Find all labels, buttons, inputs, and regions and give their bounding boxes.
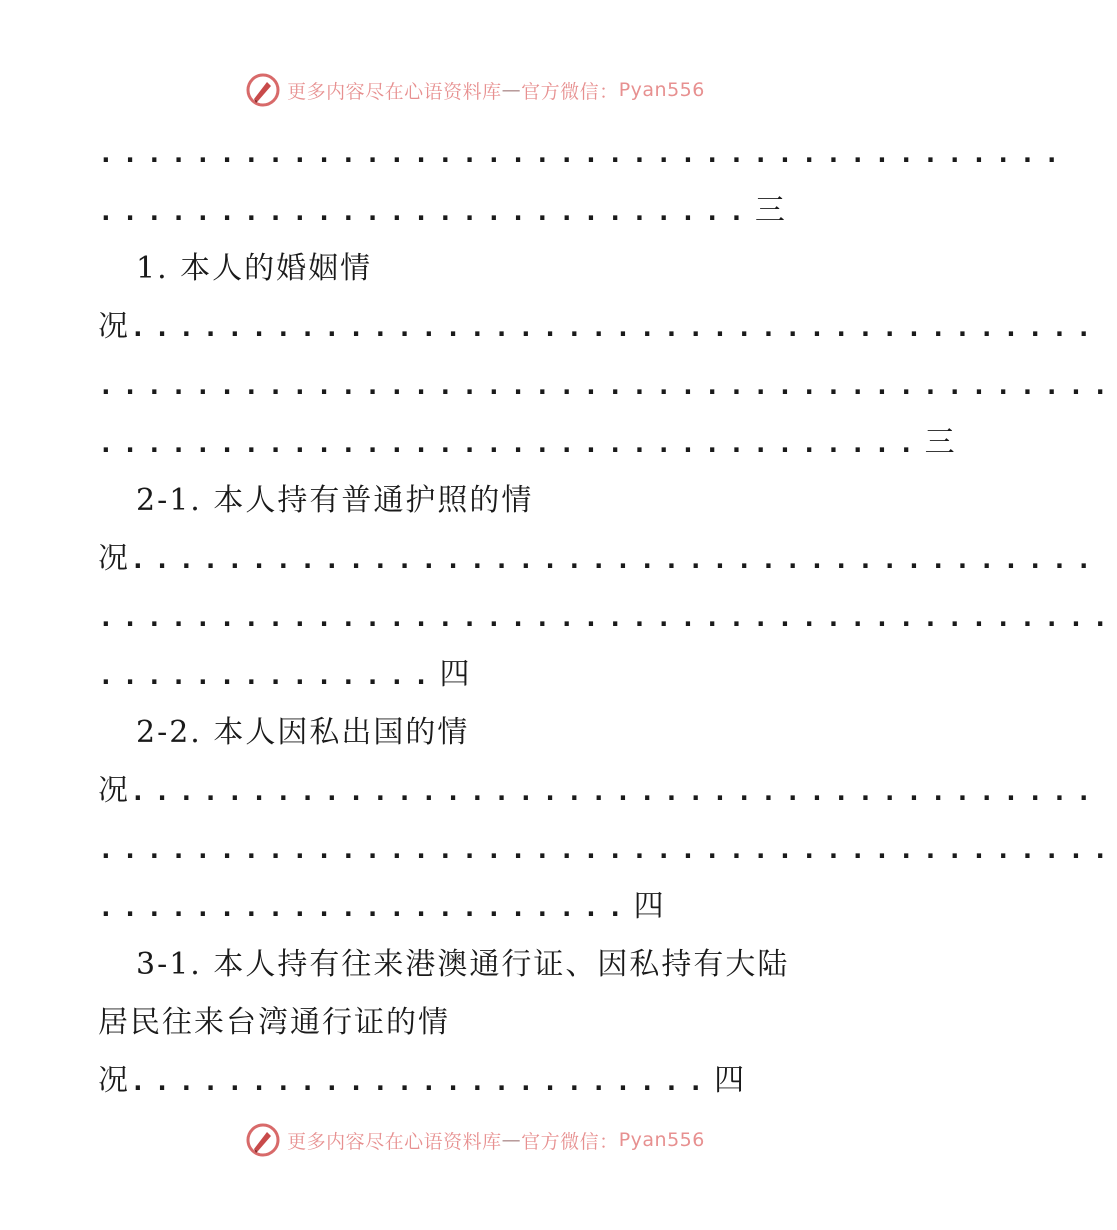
table-of-contents [98,124,1117,1110]
watermark-footer [0,1118,950,1162]
toc-entry-3-cont: 况 [98,773,130,808]
toc-entry-2-line-4 [98,646,843,704]
watermark-account: Pyan556 [618,1129,705,1151]
leader-dots: .......................................... [98,371,1117,401]
watermark-separator: — [501,1129,522,1151]
toc-entry-3-line-2 [98,762,1101,820]
watermark-suffix: 官方微信： [521,80,619,103]
watermark-suffix: 官方微信： [521,1130,619,1153]
toc-entry-4-title-line-2[interactable]: 居民往来台湾通行证的情 [98,1005,450,1040]
toc-entry-2-line-2 [98,530,1101,588]
watermark-separator: — [501,79,522,101]
watermark-account: Pyan556 [618,79,705,101]
watermark-text: 更多内容尽在心语资料库 [287,80,502,103]
toc-entry-4-cont: 况 [98,1063,130,1098]
leader-dots: ........................................ [98,139,1069,169]
toc-entry-0-dots-line-2 [98,182,843,240]
pen-logo-icon [245,1122,281,1158]
toc-entry-1-cont: 况 [98,309,130,344]
watermark-text: 更多内容尽在心语资料库 [287,1130,502,1153]
toc-entry-3-line-4 [98,878,843,936]
leader-dots: ........................ [130,1067,713,1097]
watermark-header [0,68,950,112]
toc-entry-4-title[interactable]: 3-1. 本人持有往来港澳通行证、因私持有大陆 [136,947,790,982]
toc-entry-3-title[interactable]: 2-2. 本人因私出国的情 [136,715,470,750]
leader-dots: ...................... [98,893,632,923]
leader-dots: ........................................ [130,777,1101,807]
leader-dots: ........................................ [130,313,1101,343]
toc-entry-4-line-3 [98,1052,843,1110]
toc-entry-2-page: 四 [439,657,472,692]
toc-entry-1-line-3 [98,356,1117,414]
leader-dots: .......................................... [98,835,1117,865]
toc-entry-2-cont: 况 [98,541,130,576]
toc-entry-0-page: 三 [754,193,787,228]
toc-entry-1-title[interactable]: 1. 本人的婚姻情 [136,251,373,286]
leader-dots: .................................. [98,429,923,459]
toc-entry-3-line-3 [98,820,1117,878]
toc-entry-4-page: 四 [714,1063,747,1098]
leader-dots: ........................................ [130,545,1101,575]
leader-dots: .............. [98,661,438,691]
leader-dots: .......................................... [98,603,1117,633]
toc-entry-1-page: 三 [924,425,957,460]
toc-entry-2-line-3 [98,588,1117,646]
pen-logo-icon [245,72,281,108]
leader-dots: ........................... [98,197,753,227]
toc-entry-3-page: 四 [633,889,666,924]
toc-entry-2-title[interactable]: 2-1. 本人持有普通护照的情 [136,483,534,518]
toc-entry-1-line-4 [98,414,957,472]
toc-entry-0-dots-line-1 [98,124,1069,182]
toc-entry-1-line-2 [98,298,1101,356]
